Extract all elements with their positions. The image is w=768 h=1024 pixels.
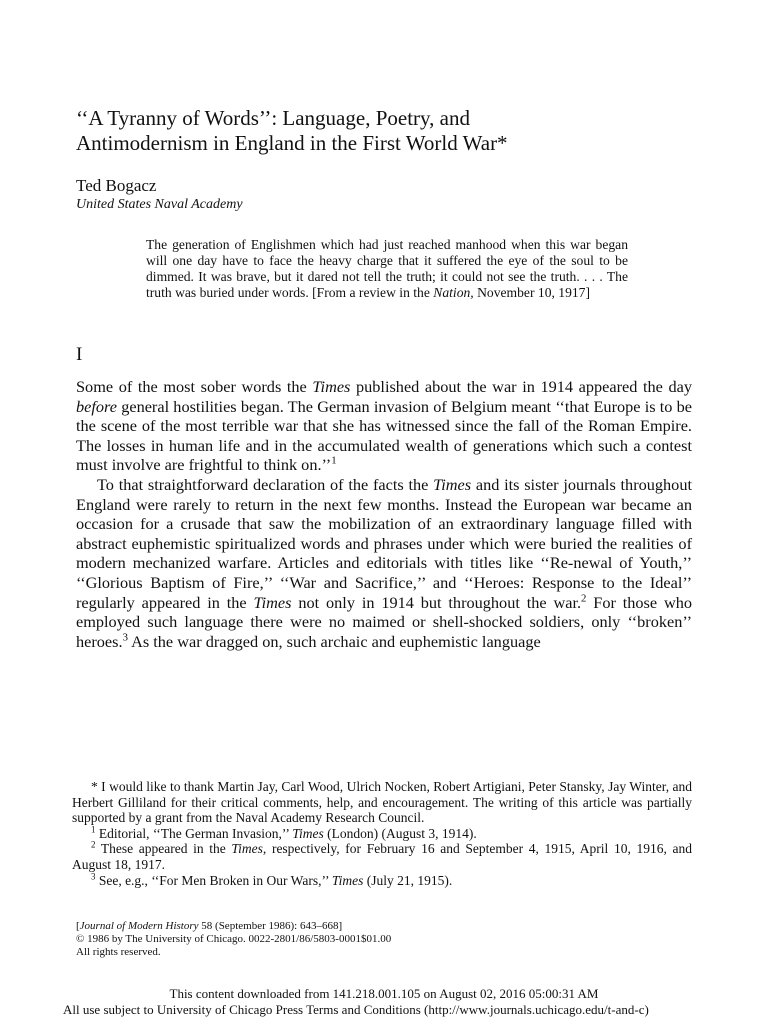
author-name: Ted Bogacz	[76, 176, 157, 195]
footnote-2: $^2$ These appeared in the Times, respectively, for February 16 and September 4, 1915, April 10, 1916, and August 18, 1917.	[72, 839, 692, 872]
epigraph-source: Nation,	[433, 285, 474, 301]
article-title-line-1: ‘‘A Tyranny of Words’’: Language, Poetry, and	[76, 106, 470, 130]
footnote-ref-2: 2	[581, 592, 587, 605]
download-line: This content downloaded from 141.218.001.105 on August 02, 2016 05:00:31 AM	[169, 986, 599, 1001]
footnote-ref-3: 3	[122, 631, 128, 644]
footnote-1: $^1$ Editorial, ‘‘The German Invasion,’’ Times (London) (August 3, 1914).	[91, 824, 477, 841]
footnote-ref-1: 1	[331, 454, 337, 467]
footnote-acknowledgment: * I would like to thank Martin Jay, Carl Wood, Ulrich Nocken, Robert Artigiani, Peter Stansky, Jay Winter, and Herbert Gilliland for their critical comments, help, and encouragement. The writing of this article was partially supported by a grant from the Naval Academy Research Council.	[72, 779, 692, 826]
article-title-line-2: Antimodernism in England in the First World War*	[76, 131, 508, 155]
footnotes	[72, 779, 692, 888]
epigraph-quote	[146, 237, 628, 301]
paragraph-2: To that straightforward declaration of the facts the Times and its sister journals throughout England were rarely to return in the next few months. Instead the European war became an occasion for a crusade that saw the mobilization of an extraordinary language filled with abstract euphemistic spiritualized words and phrases under which were buried the realities of modern mechanized warfare. Articles and editorials with titles like ‘‘Re-newal of Youth,’’ ‘‘Glorious Baptism of Fire,’’ ‘‘War and Sacrifice,’’ and ‘‘Heroes: Response to the Ideal’’ regularly appeared in the Times not only in 1914 but throughout the war.$^2$ For those who employed such language there were no maimed or shell-shocked soldiers, only ‘‘broken’’ heroes.$^3$ As the war dragged on, such archaic and euphemistic language	[76, 474, 693, 651]
download-notice	[0, 986, 768, 1018]
epigraph-text: The generation of Englishmen which had just reached manhood when this war began will one day have to face the heavy charge that it suffered the eye of the soul to be dimmed. It was brave, but it dared not tell the truth; it could not see the truth. . . . The truth was buried under words. [From a review in the	[146, 237, 628, 301]
footnote-3: $^3$ See, e.g., ‘‘For Men Broken in Our Wars,’’ Times (July 21, 1915).	[91, 871, 453, 888]
copyright-notice: © 1986 by The University of Chicago. 0022-2801/86/5803-0001$01.00	[76, 932, 392, 945]
author-affiliation: United States Naval Academy	[76, 197, 243, 212]
journal-citation: [Journal of Modern History 58 (September 1986): 643–668]	[76, 920, 343, 932]
paragraph-1: Some of the most sober words the Times published about the war in 1914 appeared the day before general hostilities began. The German invasion of Belgium meant ‘‘that Europe is to be the scene of the most terrible war that she has witnessed since the fall of the Roman Empire. The losses in human life and in the accumulated wealth of generations which such a contest must involve are frightful to think on.’’$^1$	[76, 377, 692, 475]
terms-line: All use subject to University of Chicago Press Terms and Conditions (http://www.journals.uchicago.edu/t-and-c)	[63, 1002, 649, 1017]
publication-info	[76, 920, 676, 958]
article-title	[76, 106, 716, 156]
epigraph-date: November 10, 1917]	[473, 285, 590, 301]
body-text	[76, 377, 692, 651]
rights-notice: All rights reserved.	[76, 945, 161, 958]
section-heading: I	[76, 344, 83, 365]
